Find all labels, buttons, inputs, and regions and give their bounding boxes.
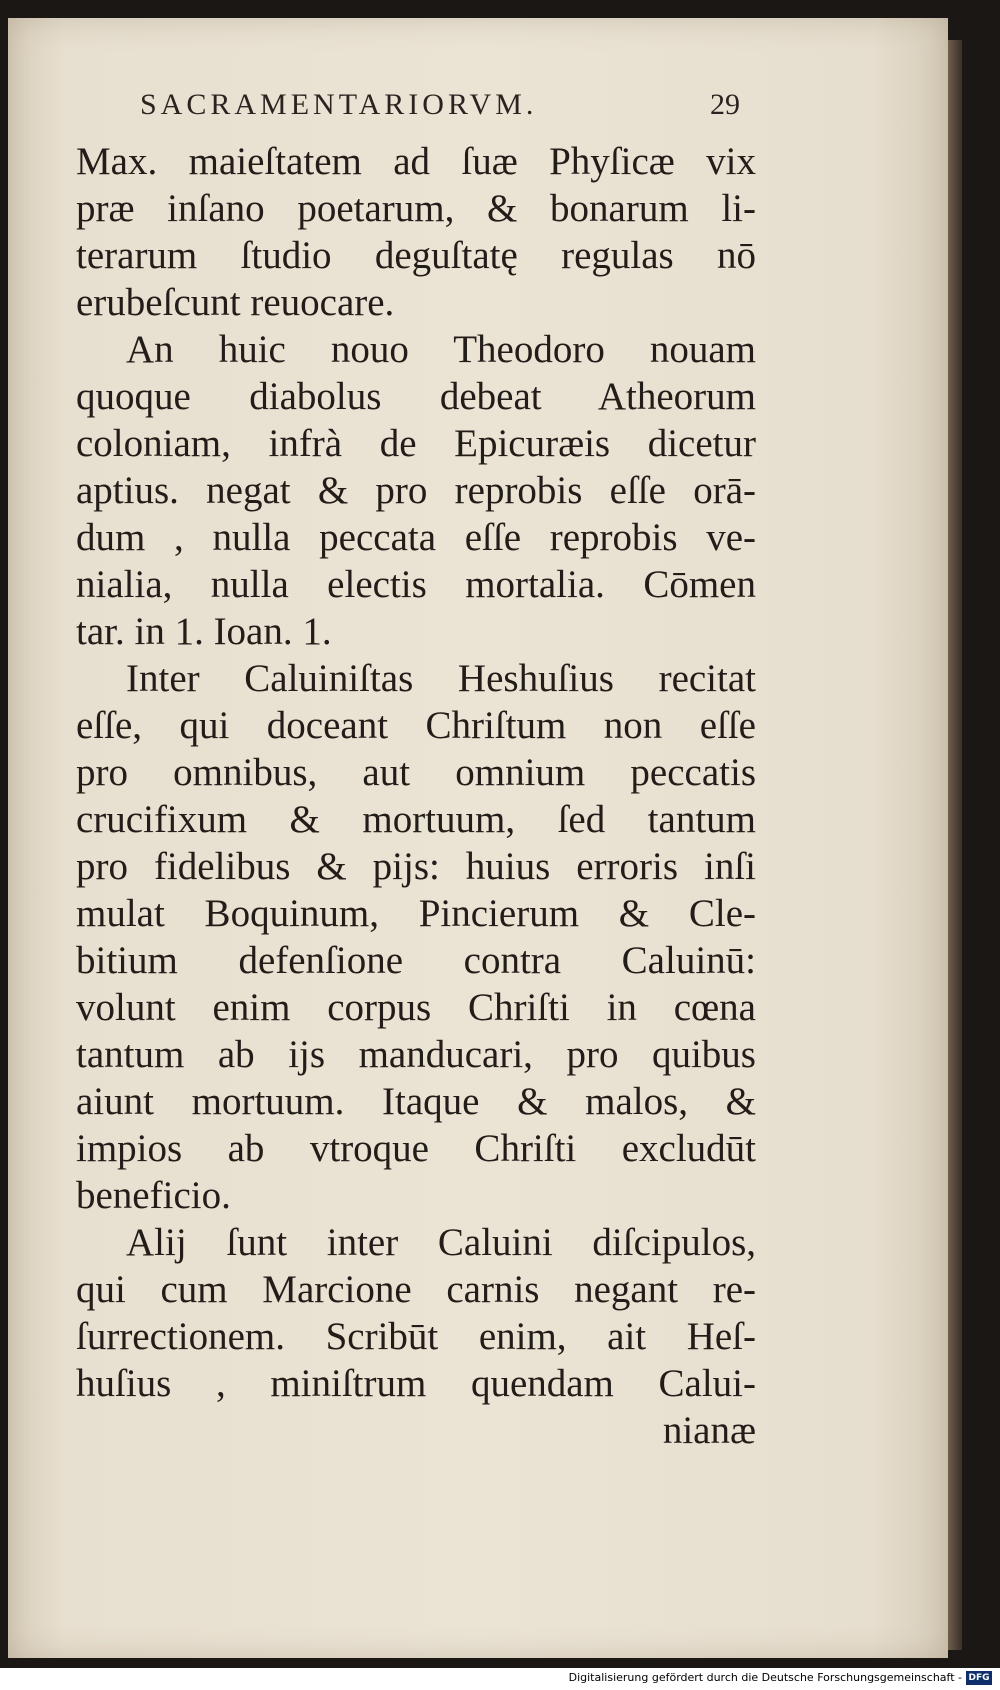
text-line: aiunt mortuum. Itaque & malos, & bbox=[76, 1080, 756, 1123]
text-line: Inter Caluiniſtas Heshuſius recitat bbox=[126, 657, 756, 700]
text-line: quoque diabolus debeat Atheorum bbox=[76, 375, 756, 418]
text-line: qui cum Marcione carnis negant re- bbox=[76, 1268, 756, 1311]
text-line: dum , nulla peccata eſſe reprobis ve- bbox=[76, 516, 756, 559]
text-line: Alij ſunt inter Caluini diſcipulos, bbox=[126, 1221, 756, 1264]
running-head bbox=[140, 88, 740, 128]
body-text bbox=[76, 138, 756, 1454]
text-line: pro omnibus, aut omnium peccatis bbox=[76, 751, 756, 794]
dfg-logo-icon: DFG bbox=[966, 1671, 992, 1685]
text-line: huſius , miniſtrum quendam Calui- bbox=[76, 1362, 756, 1405]
catchword: nianæ bbox=[662, 1409, 756, 1452]
text-line: ſurrectionem. Scribūt enim, ait Heſ- bbox=[76, 1315, 756, 1358]
footer-credit: Digitalisierung gefördert durch die Deutsche Forschungsgemeinschaft - bbox=[568, 1671, 962, 1684]
text-line: Max. maieſtatem ad ſuæ Phyſicæ vix bbox=[76, 140, 756, 183]
digitization-footer bbox=[0, 1668, 1000, 1690]
text-line: eſſe, qui doceant Chriſtum non eſſe bbox=[76, 704, 756, 747]
text-line: aptius. negat & pro reprobis eſſe orā- bbox=[76, 469, 756, 512]
text-line: pro fidelibus & pijs: huius erroris inſi bbox=[76, 845, 756, 888]
text-line: coloniam, infrà de Epicuræis dicetur bbox=[76, 422, 756, 465]
text-line: tar. in 1. Ioan. 1. bbox=[76, 610, 332, 653]
page-edge bbox=[948, 40, 962, 1650]
text-line: impios ab vtroque Chriſti excludūt bbox=[76, 1127, 756, 1170]
text-line: crucifixum & mortuum, ſed tantum bbox=[76, 798, 756, 841]
running-head-title: SACRAMENTARIORVM. bbox=[140, 88, 538, 121]
text-line: beneficio. bbox=[76, 1174, 231, 1217]
text-line: erubeſcunt reuocare. bbox=[76, 281, 395, 324]
text-line: nialia, nulla electis mortalia. Cōmen bbox=[76, 563, 756, 606]
text-line: mulat Boquinum, Pincierum & Cle- bbox=[76, 892, 756, 935]
text-line: tantum ab ijs manducari, pro quibus bbox=[76, 1033, 756, 1076]
text-line: præ inſano poetarum, & bonarum li- bbox=[76, 187, 756, 230]
page-number: 29 bbox=[710, 88, 740, 121]
text-line: bitium defenſione contra Caluinū: bbox=[76, 939, 756, 982]
text-line: volunt enim corpus Chriſti in cœna bbox=[76, 986, 756, 1029]
text-line: An huic nouo Theodoro nouam bbox=[126, 328, 756, 371]
text-line: terarum ſtudio deguſtatę regulas nō bbox=[76, 234, 756, 277]
